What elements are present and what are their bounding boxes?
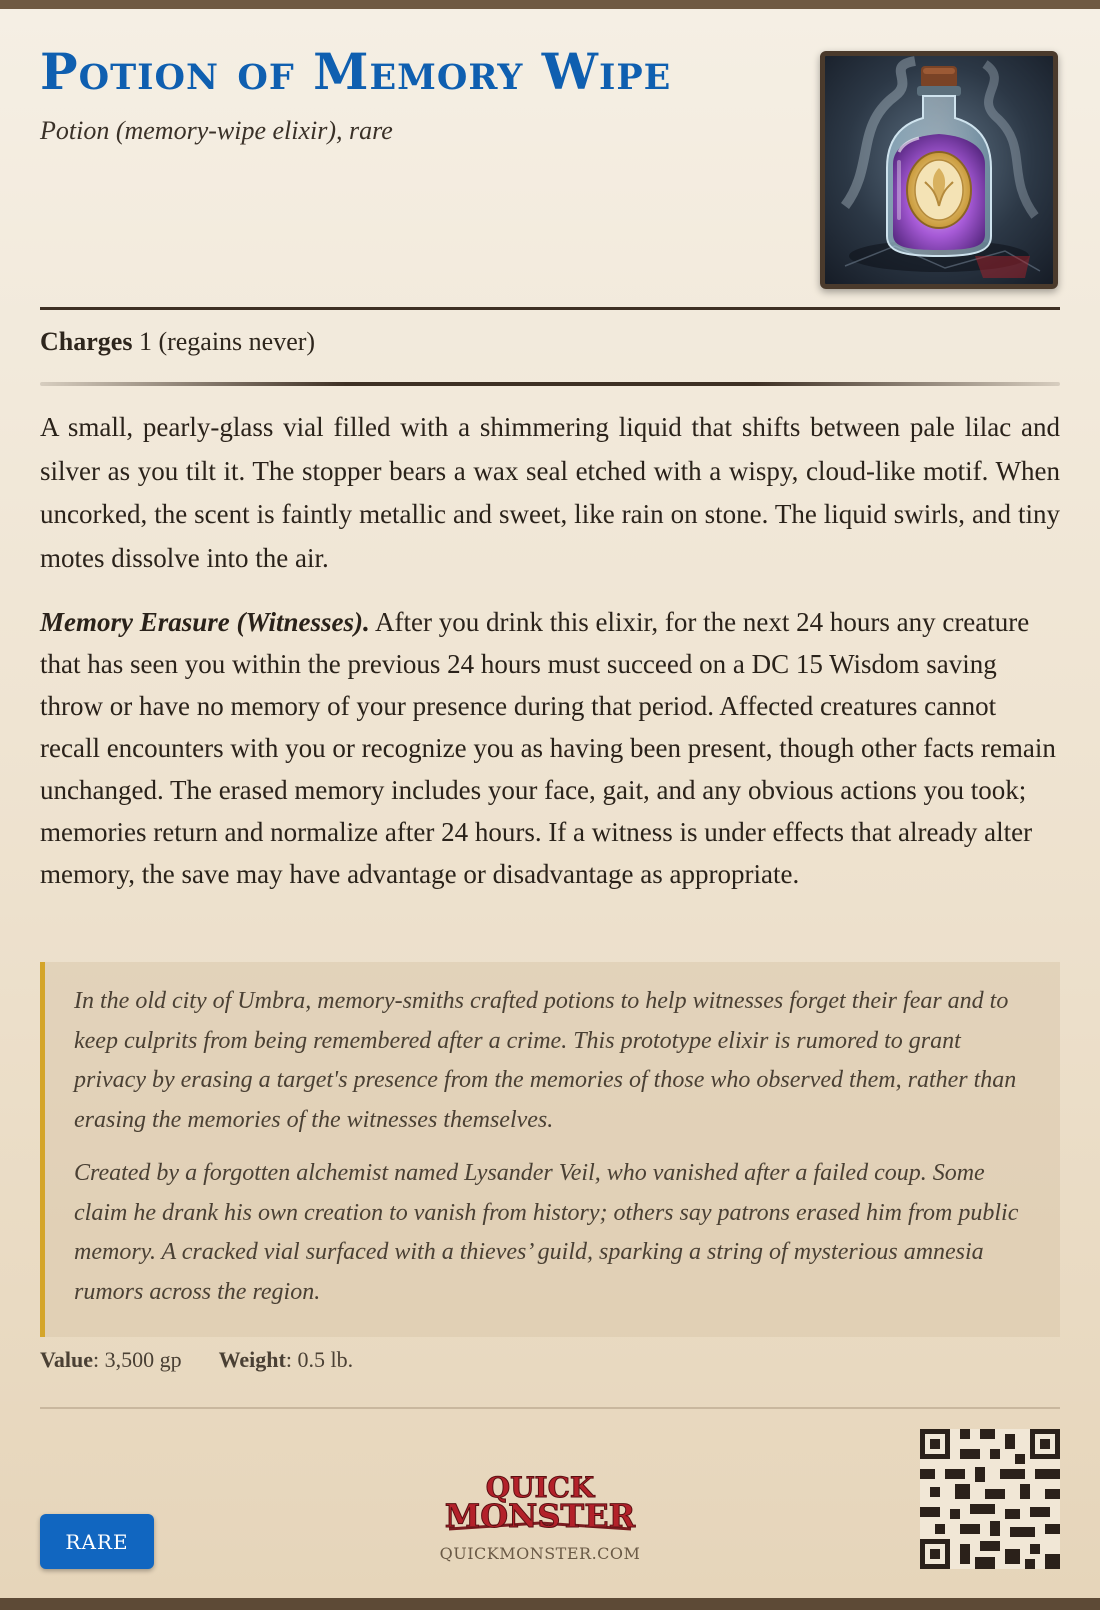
- charges-divider: [40, 382, 1060, 386]
- logo-line-2: MONSTER: [444, 1497, 636, 1535]
- charges-label: Charges: [40, 327, 133, 356]
- feature-paragraph: [40, 601, 1060, 895]
- value-amount: 3,500 gp: [104, 1347, 182, 1372]
- item-title: Potion of Memory Wipe: [40, 42, 672, 101]
- weight-amount: 0.5 lb.: [297, 1347, 354, 1372]
- qr-code-icon: [920, 1429, 1060, 1569]
- footer-divider: [40, 1407, 1060, 1409]
- charges-value: 1 (regains never): [138, 327, 316, 356]
- value-label: Value: [40, 1347, 93, 1372]
- feature-text: After you drink this elixir, for the next 24 hours any creature that has seen you within the previous 24 hours must succeed on a DC 15 Wisdom saving throw or have no memory of your presence during that period. Affected creatures cannot recall encounters with you or recognize you as having been present, though other facts remain unchanged. The erased memory includes your face, gait, and any obvious actions you took; memories return and normalize after 24 hours. If a witness is under effects that already alter memory, the save may have advantage or disadvantage as appropriate.: [40, 607, 1056, 889]
- charges-line: [40, 327, 315, 357]
- rarity-badge-button[interactable]: RARE: [40, 1514, 154, 1569]
- lore-paragraph-2: Created by a forgotten alchemist named Lysander Veil, who vanished after a failed coup. Some claim he drank his own creation to vanish from history; others say patrons erased him from public memory. A cracked vial surfaced with a thieves’ guild, sparking a string of mysterious amnesia rumors across the region.: [74, 1160, 1019, 1305]
- lore-box: [40, 962, 1060, 1337]
- header-divider: [40, 307, 1060, 310]
- weight-label: Weight: [218, 1347, 286, 1372]
- value-weight-line: Value: 3,500 gp Weight: 0.5 lb.: [40, 1347, 354, 1372]
- quickmonster-logo: [435, 1467, 645, 1544]
- logo-line-1: QUICK: [485, 1471, 595, 1504]
- potion-bottle-illustration: [825, 56, 1053, 284]
- card-header: [40, 39, 780, 146]
- potion-bottle-image: [820, 51, 1058, 289]
- site-url[interactable]: QUICKMONSTER.COM: [439, 1544, 641, 1563]
- item-description: A small, pearly-glass vial filled with a shimmering liquid that shifts between pale lilac and silver as you tilt it. The stopper bears a wax seal etched with a wispy, cloud-like motif. When uncorked, the scent is faintly metallic and sweet, like rain on stone. The liquid swirls, and tiny motes dissolve into the air.: [40, 412, 1060, 573]
- item-subtitle: Potion (memory-wipe elixir), rare: [40, 116, 393, 145]
- feature-name: Memory Erasure (Witnesses).: [40, 607, 370, 637]
- lore-paragraph-1: In the old city of Umbra, memory-smiths crafted potions to help witnesses forget their fear and to keep culprits from being remembered after a crime. This prototype elixir is rumored to grant privacy by erasing a target's presence from the memories of those who observed them, rather than erasing the memories of the witnesses themselves.: [74, 988, 1017, 1133]
